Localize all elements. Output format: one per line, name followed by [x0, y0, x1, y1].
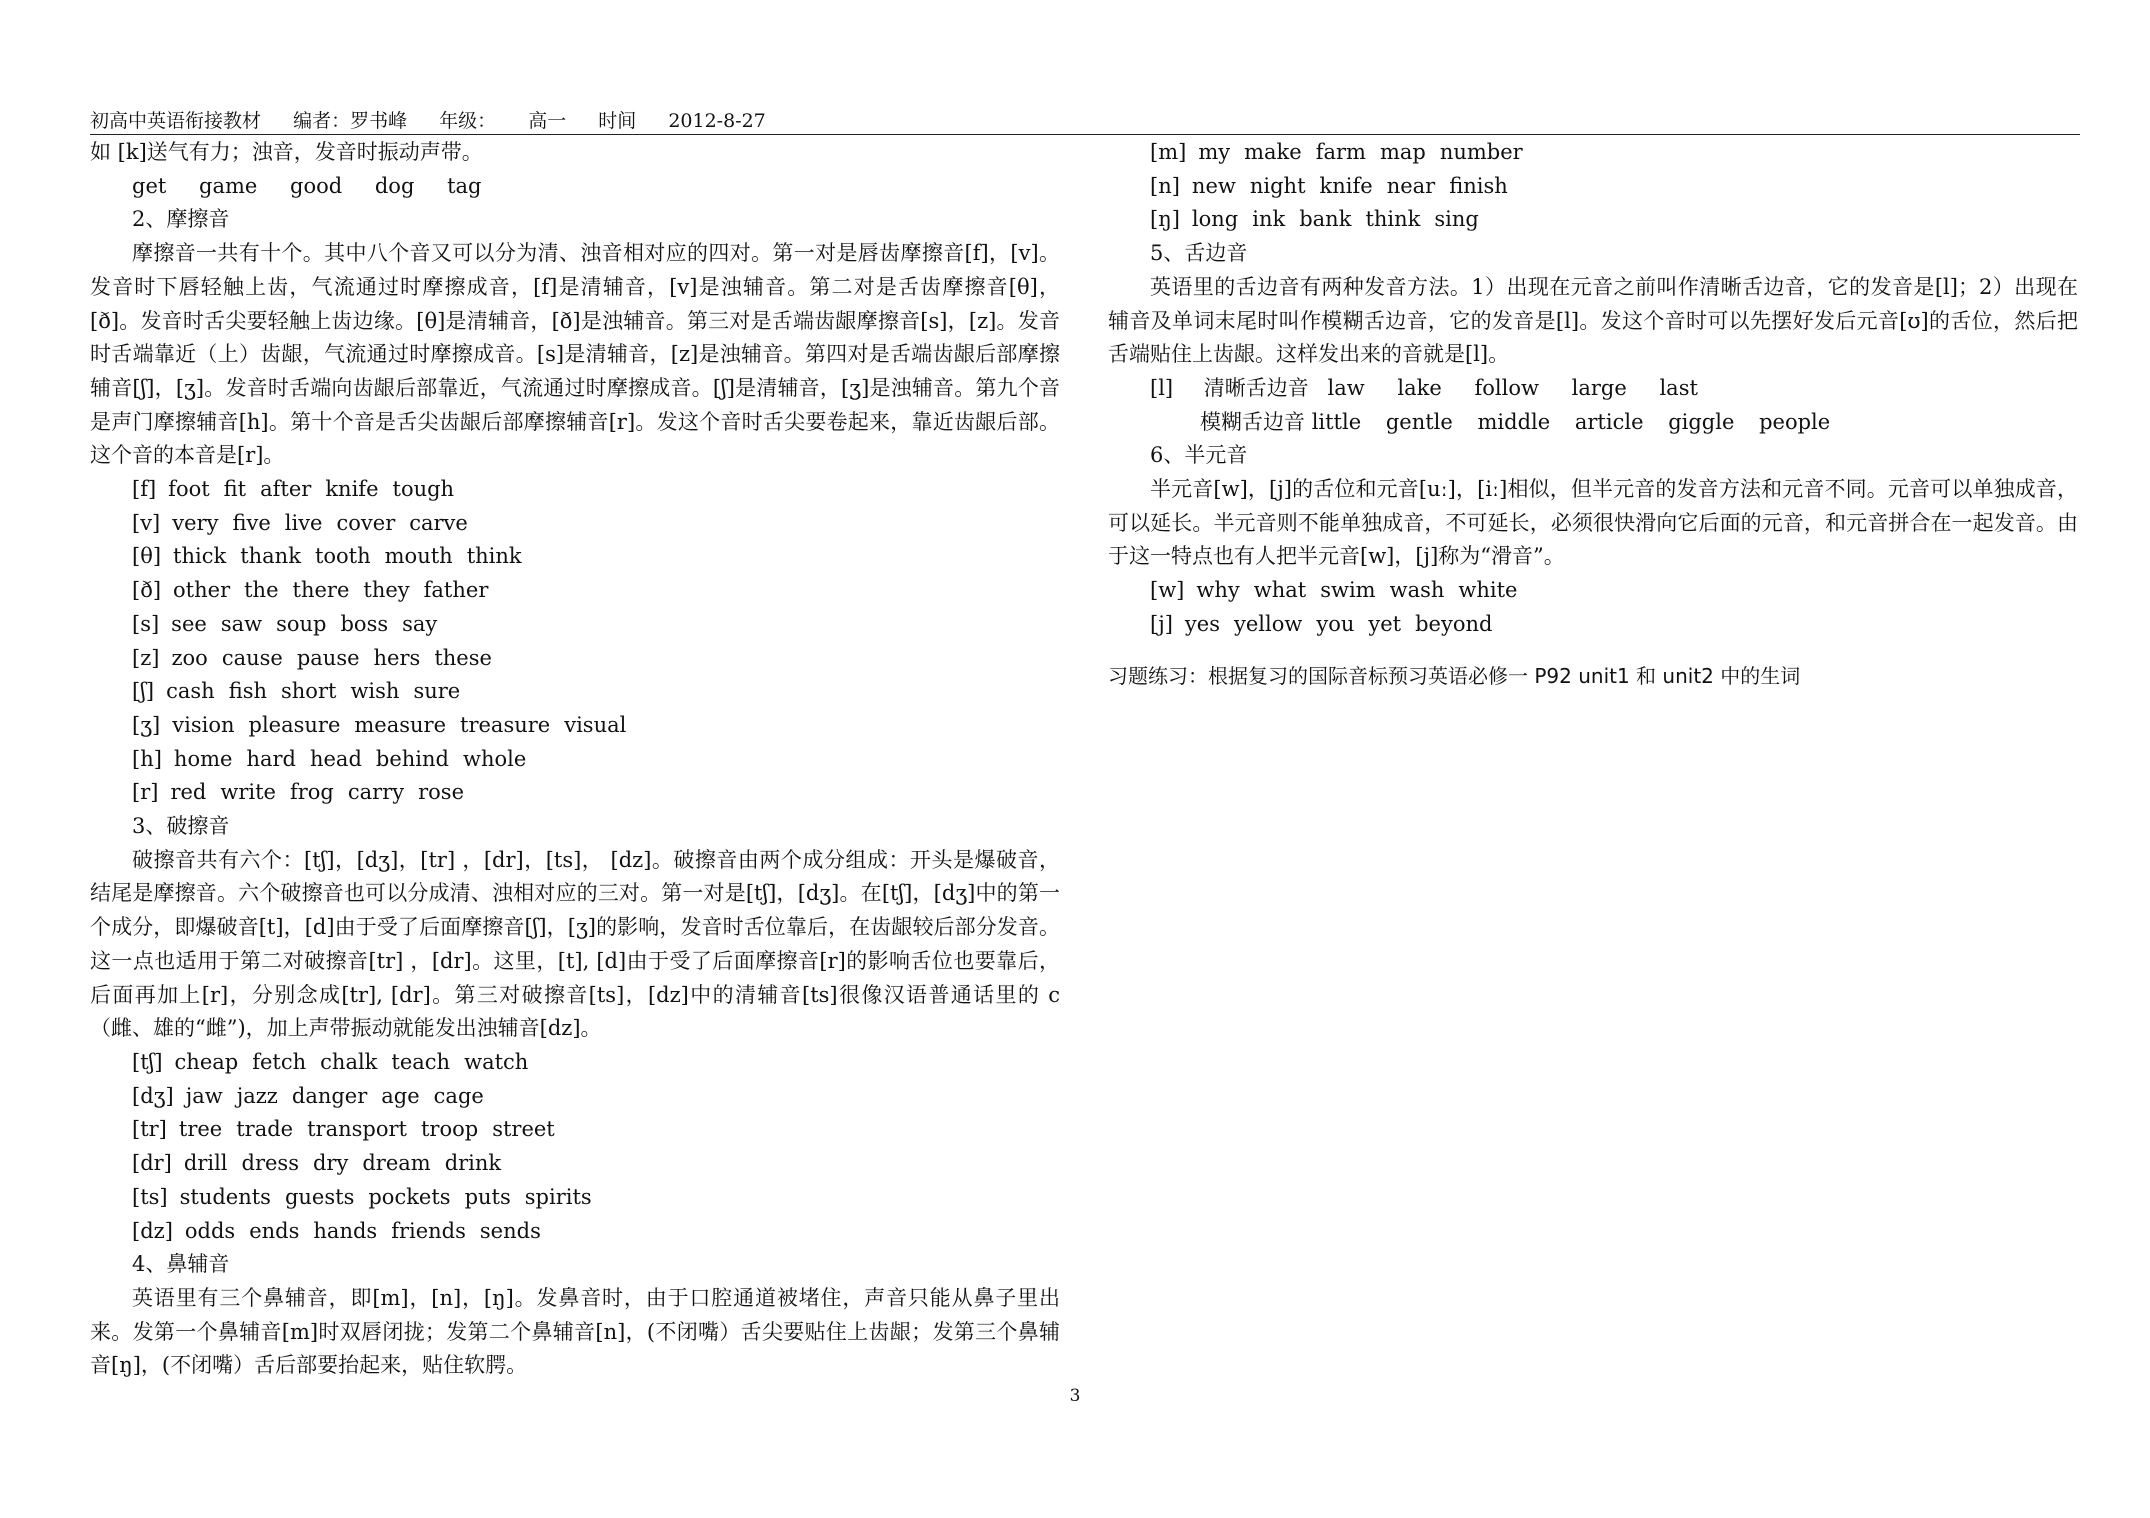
word: odds	[184, 1218, 236, 1243]
word: zoo	[171, 645, 208, 670]
section-heading-semivowels: 6、半元音	[1150, 443, 1248, 468]
word: jazz	[236, 1083, 278, 1108]
word: tough	[392, 477, 455, 502]
word: other	[173, 578, 231, 603]
word: fit	[223, 477, 247, 502]
word: saw	[220, 611, 263, 636]
word: fetch	[252, 1049, 307, 1074]
word: swim	[1320, 578, 1376, 603]
word: what	[1253, 578, 1307, 603]
word: white	[1458, 578, 1518, 603]
word: article	[1574, 409, 1644, 434]
phonetic-word-row	[1108, 574, 2078, 608]
word: boss	[340, 611, 389, 636]
phonetic-word-row	[1108, 203, 2078, 237]
word: cheap	[174, 1049, 239, 1074]
word: little	[1311, 409, 1362, 434]
right-column	[1108, 136, 2078, 693]
word: these	[434, 645, 492, 670]
word: get	[132, 173, 167, 198]
phonetic-symbol: [ʒ]	[132, 712, 161, 737]
word: finish	[1449, 173, 1508, 198]
phonetic-symbol: [dr]	[132, 1151, 172, 1176]
word: good	[290, 173, 343, 198]
word: age	[381, 1083, 420, 1108]
phonetic-word-row	[1108, 170, 2078, 204]
word: giggle	[1668, 409, 1735, 434]
word: troop	[420, 1117, 479, 1142]
word: drill	[183, 1151, 228, 1176]
word: bank	[1299, 207, 1352, 232]
word: knife	[325, 477, 379, 502]
affricates-word-list	[90, 1046, 1060, 1248]
word: teach	[391, 1049, 451, 1074]
date: 2012-8-27	[668, 110, 766, 132]
word: vision	[172, 712, 235, 737]
phonetic-symbol: [s]	[132, 611, 160, 636]
word: yellow	[1233, 611, 1303, 636]
word: pockets	[368, 1184, 451, 1209]
word: rose	[418, 780, 464, 805]
textbook-title: 初高中英语衔接教材	[90, 110, 262, 132]
phonetic-word-row	[90, 709, 1060, 743]
phonetic-symbol: [ŋ]	[1150, 207, 1180, 232]
word: after	[260, 477, 312, 502]
phonetic-symbol: [tr]	[132, 1117, 167, 1142]
phonetic-word-row	[1108, 608, 2078, 642]
word: they	[363, 578, 410, 603]
section-heading-lateral: 5、舌边音	[1150, 241, 1248, 266]
word: wish	[350, 679, 400, 704]
word: cause	[221, 645, 283, 670]
word: measure	[354, 712, 447, 737]
exercise-prompt: 习题练习：根据复习的国际音标预习英语必修一 P92 unit1 和 unit2 中的生词	[1108, 663, 1801, 688]
section-heading-nasals: 4、鼻辅音	[132, 1252, 230, 1277]
phonetic-word-row	[90, 1080, 1060, 1114]
phonetic-word-row	[90, 507, 1060, 541]
word: make	[1244, 140, 1302, 164]
word: knife	[1319, 173, 1373, 198]
word: gentle	[1385, 409, 1453, 434]
phonetic-word-row	[90, 1215, 1060, 1249]
word: hers	[373, 645, 421, 670]
phonetic-symbol: [ts]	[132, 1184, 168, 1209]
phonetic-symbol: [m]	[1150, 140, 1187, 164]
phonetic-symbol: [ð]	[132, 578, 162, 603]
phonetic-symbol: [z]	[132, 645, 160, 670]
phonetic-symbol: [v]	[132, 510, 161, 535]
phonetic-word-row	[90, 1046, 1060, 1080]
phonetic-symbol: [θ]	[132, 544, 162, 569]
word: watch	[464, 1049, 529, 1074]
word: say	[402, 611, 438, 636]
word: people	[1759, 409, 1831, 434]
dark-l-label: 模糊舌边音	[1200, 409, 1305, 434]
word: cover	[336, 510, 396, 535]
word: short	[281, 679, 337, 704]
word: chalk	[320, 1049, 378, 1074]
word: soup	[276, 611, 327, 636]
word: large	[1571, 375, 1627, 400]
phonetic-word-row	[90, 743, 1060, 777]
time-label: 时间	[598, 110, 637, 132]
section-heading-affricates: 3、破擦音	[132, 814, 230, 839]
phonetic-symbol: [f]	[132, 477, 157, 502]
page-header	[90, 106, 2080, 135]
word: ends	[249, 1218, 300, 1243]
phonetic-symbol: [n]	[1150, 173, 1180, 198]
word: trade	[236, 1117, 294, 1142]
word: last	[1659, 375, 1698, 400]
word: follow	[1474, 375, 1539, 400]
word: red	[170, 780, 207, 805]
phonetic-word-row	[1108, 136, 2078, 170]
phonetic-symbol: [dʒ]	[132, 1083, 174, 1108]
phonetic-word-row	[90, 1113, 1060, 1147]
word: cash	[166, 679, 215, 704]
fricatives-word-list	[90, 473, 1060, 810]
word: five	[232, 510, 271, 535]
nasals-word-list	[1108, 136, 2078, 237]
word: night	[1249, 173, 1306, 198]
word: why	[1196, 578, 1240, 603]
word: home	[173, 746, 233, 771]
word: behind	[375, 746, 449, 771]
word: tooth	[314, 544, 371, 569]
word: think	[1365, 207, 1421, 232]
semivowels-word-list	[1108, 574, 2078, 641]
word: middle	[1477, 409, 1551, 434]
left-column	[90, 136, 1060, 1383]
clear-l-label: 清晰舌边音	[1203, 375, 1309, 400]
word: yes	[1184, 611, 1220, 636]
word: see	[171, 611, 207, 636]
word: carry	[347, 780, 405, 805]
word: father	[423, 578, 489, 603]
word: pause	[296, 645, 360, 670]
phonetic-word-row	[90, 776, 1060, 810]
grade: 高一	[528, 110, 567, 132]
word: students	[179, 1184, 271, 1209]
word: dream	[362, 1151, 431, 1176]
phonetic-symbol: [ʃ]	[132, 679, 155, 704]
semivowels-paragraph: 半元音[w]，[j]的舌位和元音[uː]，[iː]相似，但半元音的发音方法和元音不同。元音可以单独成音，可以延长。半元音则不能单独成音，不可延长，必须很快滑向它后面的元音，和元音拼合在一起发音。由于这一特点也有人把半元音[w]，[j]称为“滑音”。	[1108, 477, 2078, 569]
phonetic-word-row	[90, 1147, 1060, 1181]
word: new	[1191, 173, 1236, 198]
word: street	[492, 1117, 555, 1142]
word: lake	[1397, 375, 1442, 400]
fricatives-paragraph: 摩擦音一共有十个。其中八个音又可以分为清、浊音相对应的四对。第一对是唇齿摩擦音[f]，[v]。发音时下唇轻触上齿，气流通过时摩擦成音，[f]是清辅音，[v]是浊辅音。第二对是舌齿摩擦音[θ]，[ð]。发音时舌尖要轻触上齿边缘。[θ]是清辅音，[ð]是浊辅音。第三对是舌端齿龈摩擦音[s]，[z]。发音时舌端靠近（上）齿龈，气流通过时摩擦成音。[s]是清辅音，[z]是浊辅音。第四对是舌端齿龈后部摩擦辅音[ʃ]，[ʒ]。发音时舌端向齿龈后部靠近，气流通过时摩擦成音。[ʃ]是清辅音，[ʒ]是浊辅音。第九个音是声门摩擦辅音[h]。第十个音是舌尖齿龈后部摩擦辅音[r]。发这个音时舌尖要卷起来，靠近齿龈后部。这个音的本音是[r]。	[90, 241, 1060, 468]
word: sure	[413, 679, 461, 704]
phonetic-symbol: [j]	[1150, 611, 1173, 636]
word: treasure	[460, 712, 551, 737]
phonetic-word-row	[90, 608, 1060, 642]
word: wash	[1389, 578, 1445, 603]
word: whole	[462, 746, 527, 771]
lateral-paragraph: 英语里的舌边音有两种发音方法。1）出现在元音之前叫作清晰舌边音，它的发音是[l]；2）出现在辅音及单词末尾时叫作模糊舌边音，它的发音是[l]。发这个音时可以先摆好发后元音[ʊ]的舌位，然后把舌端贴住上齿龈。这样发出来的音就是[l]。	[1108, 274, 2078, 367]
word: thank	[240, 544, 301, 569]
dark-l-word-row	[1108, 406, 2078, 440]
word: you	[1316, 611, 1355, 636]
word: carve	[409, 510, 468, 535]
word: friends	[391, 1218, 466, 1243]
phonetic-symbol: [l]	[1150, 375, 1174, 400]
word: sends	[479, 1218, 541, 1243]
word: head	[309, 746, 362, 771]
phonetic-symbol: [r]	[132, 780, 159, 805]
word: tag	[447, 173, 482, 198]
word: there	[292, 578, 350, 603]
phonetic-symbol: [tʃ]	[132, 1049, 163, 1074]
word: live	[284, 510, 323, 535]
phonetic-word-row	[90, 642, 1060, 676]
word: visual	[564, 712, 627, 737]
word: sing	[1434, 207, 1479, 232]
word: the	[244, 578, 279, 603]
editor: 编者：罗书峰	[293, 110, 408, 132]
word: transport	[307, 1117, 407, 1142]
phonetic-word-row	[90, 540, 1060, 574]
word: thick	[173, 544, 227, 569]
intro-word-row	[90, 170, 1060, 204]
word: dry	[312, 1151, 349, 1176]
word: danger	[291, 1083, 368, 1108]
word: my	[1198, 140, 1231, 164]
phonetic-word-row	[90, 473, 1060, 507]
word: number	[1439, 140, 1523, 164]
word: law	[1327, 375, 1365, 400]
nasals-paragraph: 英语里有三个鼻辅音，即[m]，[n]，[ŋ]。发鼻音时，由于口腔通道被堵住，声音只能从鼻子里出来。发第一个鼻辅音[m]时双唇闭拢；发第二个鼻辅音[n]，(不闭嘴）舌尖要贴住上齿龈；发第三个鼻辅音[ŋ]，(不闭嘴）舌后部要抬起来，贴住软腭。	[90, 1285, 1060, 1378]
phonetic-word-row	[90, 675, 1060, 709]
word: drink	[444, 1151, 502, 1176]
word: near	[1386, 173, 1436, 198]
word: yet	[1368, 611, 1402, 636]
word: foot	[168, 477, 210, 502]
word: tree	[178, 1117, 223, 1142]
word: mouth	[384, 544, 453, 569]
phonetic-symbol: [dz]	[132, 1218, 173, 1243]
word: pleasure	[248, 712, 341, 737]
phonetic-word-row	[90, 574, 1060, 608]
word: dress	[241, 1151, 299, 1176]
word: cage	[433, 1083, 484, 1108]
word: map	[1379, 140, 1426, 164]
word: hard	[246, 746, 296, 771]
word: dog	[374, 173, 415, 198]
affricates-paragraph: 破擦音共有六个：[tʃ]，[dʒ]，[tr] ，[dr]，[ts]， [dz]。破擦音由两个成分组成：开头是爆破音，结尾是摩擦音。六个破擦音也可以分成清、浊相对应的三对。第一对是[tʃ]，[dʒ]。在[tʃ]，[dʒ]中的第一个成分，即爆破音[t]，[d]由于受了后面摩擦音[ʃ]，[ʒ]的影响，发音时舌位靠后，在齿龈较后部分发音。这一点也适用于第二对破擦音[tr] ，[dr]。这里，[t], [d]由于受了后面摩擦音[r]的影响舌位也要靠后，后面再加上[r]，分别念成[tr], [dr]。第三对破擦音[ts]，[dz]中的清辅音[ts]很像汉语普通话里的 c（雌、雄的“雌”)，加上声带振动就能发出浊辅音[dz]。	[90, 847, 1060, 1041]
word: spirits	[524, 1184, 592, 1209]
phonetic-symbol: [w]	[1150, 578, 1185, 603]
word: frog	[289, 780, 334, 805]
intro-line: 如 [k]送气有力；浊音，发音时振动声带。	[90, 140, 483, 164]
word: fish	[228, 679, 267, 704]
word: beyond	[1415, 611, 1493, 636]
phonetic-word-row	[90, 1181, 1060, 1215]
page-number: 3	[1069, 1386, 1081, 1406]
word: think	[466, 544, 522, 569]
word: farm	[1315, 140, 1366, 164]
clear-l-word-row	[1108, 372, 2078, 406]
word: hands	[313, 1218, 378, 1243]
section-heading-fricatives: 2、摩擦音	[132, 207, 230, 232]
word: game	[199, 173, 258, 198]
grade-label: 年级：	[439, 110, 497, 132]
word: puts	[464, 1184, 511, 1209]
word: guests	[284, 1184, 355, 1209]
word: very	[172, 510, 219, 535]
word: long	[1191, 207, 1239, 232]
word: write	[220, 780, 276, 805]
word: ink	[1252, 207, 1286, 232]
phonetic-symbol: [h]	[132, 746, 162, 771]
word: jaw	[185, 1083, 223, 1108]
